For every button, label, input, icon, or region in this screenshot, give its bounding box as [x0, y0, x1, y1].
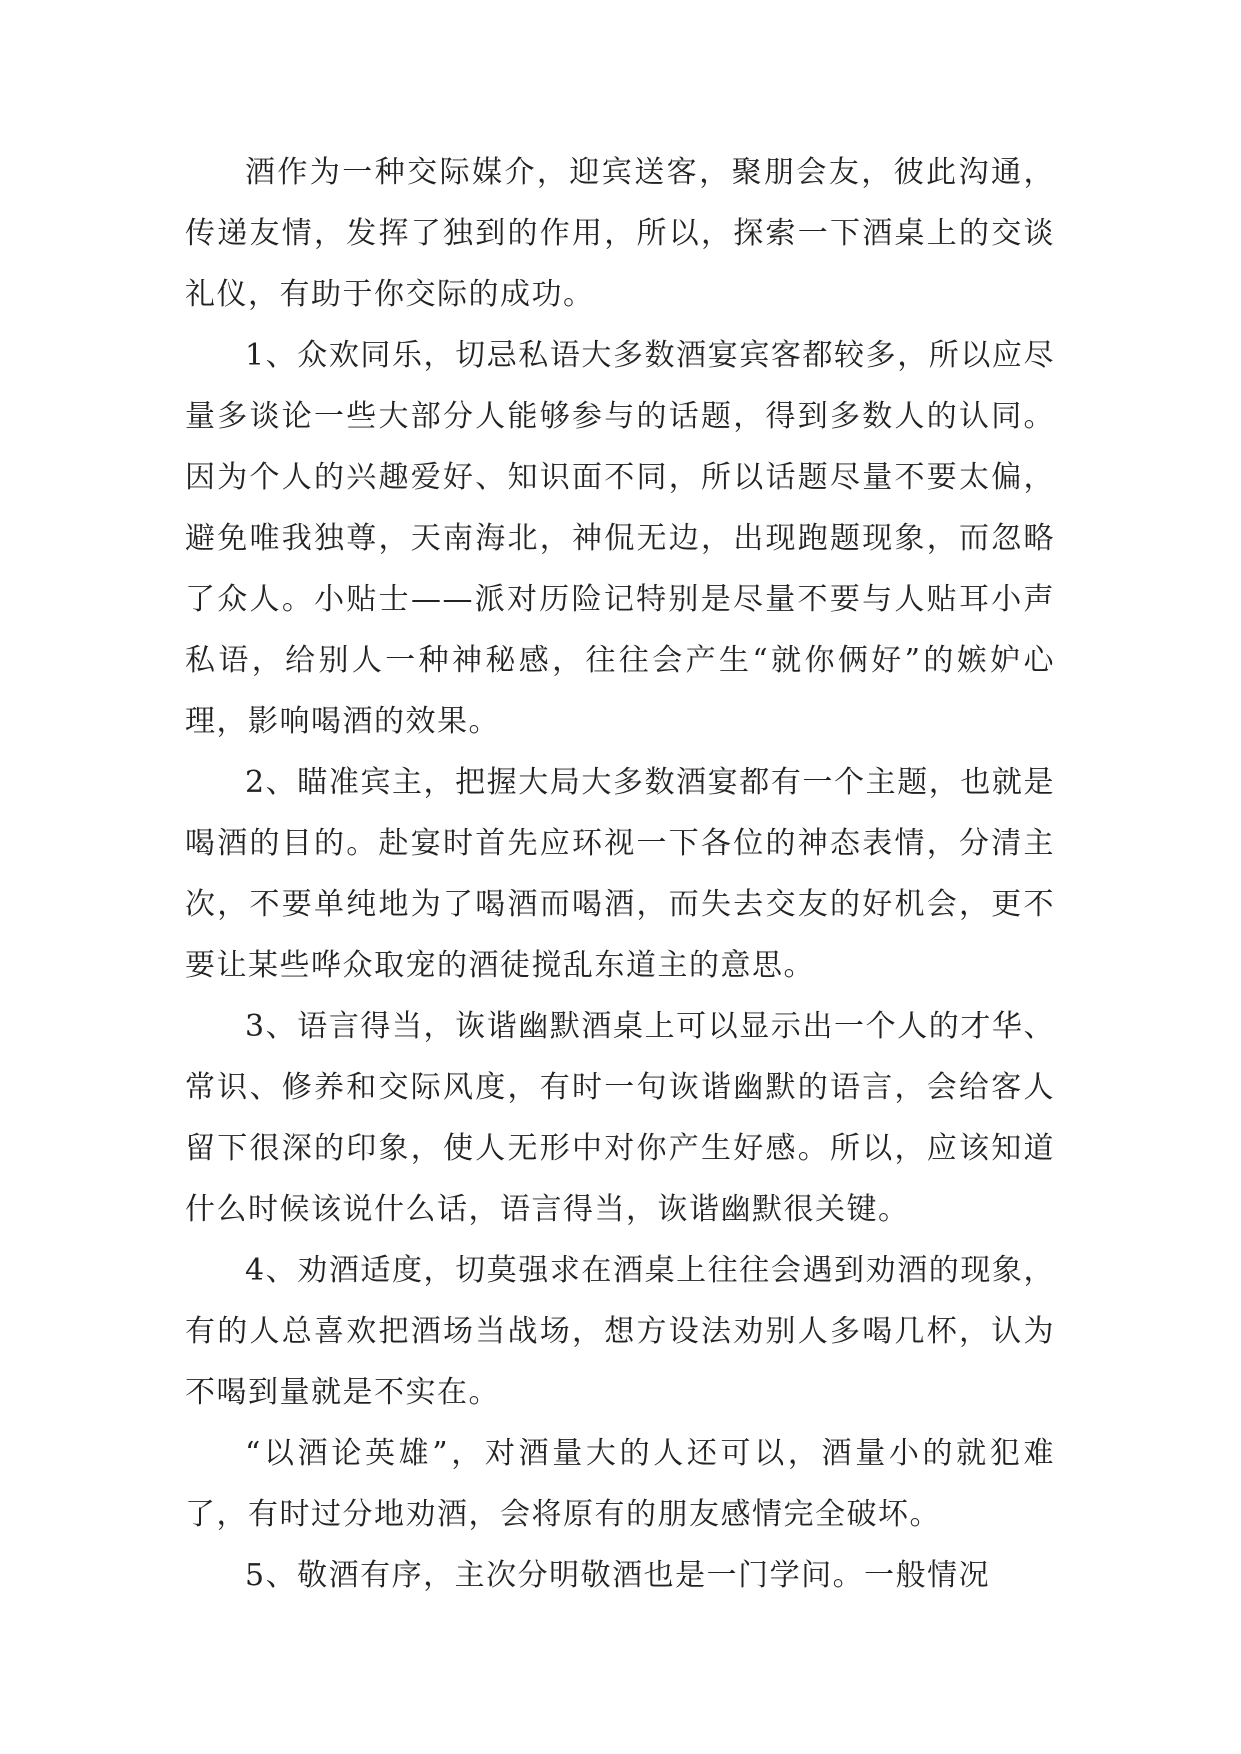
paragraph-intro: 酒作为一种交际媒介，迎宾送客，聚朋会友，彼此沟通，传递友情，发挥了独到的作用，所以，探索一下酒桌上的交谈礼仪，有助于你交际的成功。: [185, 155, 1055, 312]
document-body: [185, 142, 1055, 1606]
paragraph-point-3: 3、语言得当，诙谐幽默酒桌上可以显示出一个人的才华、常识、修养和交际风度，有时一句诙谐幽默的语言，会给客人留下很深的印象，使人无形中对你产生好感。所以，应该知道什么时候该说什么话，语言得当，诙谐幽默很关键。: [185, 1009, 1055, 1227]
paragraph-point-4-continued: “以酒论英雄”，对酒量大的人还可以，酒量小的就犯难了，有时过分地劝酒，会将原有的朋友感情完全破坏。: [185, 1436, 1055, 1532]
paragraph-point-4: 4、劝酒适度，切莫强求在酒桌上往往会遇到劝酒的现象，有的人总喜欢把酒场当战场，想方设法劝别人多喝几杯，认为不喝到量就是不实在。: [185, 1253, 1055, 1410]
paragraph-point-2: 2、瞄准宾主，把握大局大多数酒宴都有一个主题，也就是喝酒的目的。赴宴时首先应环视一下各位的神态表情，分清主次，不要单纯地为了喝酒而喝酒，而失去交友的好机会，更不要让某些哗众取宠的酒徒搅乱东道主的意思。: [185, 765, 1055, 983]
paragraph-point-5: 5、敬酒有序，主次分明敬酒也是一门学问。一般情况: [245, 1558, 991, 1593]
paragraph-point-1: 1、众欢同乐，切忌私语大多数酒宴宾客都较多，所以应尽量多谈论一些大部分人能够参与的话题，得到多数人的认同。因为个人的兴趣爱好、知识面不同，所以话题尽量不要太偏，避免唯我独尊，天南海北，神侃无边，出现跑题现象，而忽略了众人。小贴士——派对历险记特别是尽量不要与人贴耳小声私语，给别人一种神秘感，往往会产生“就你俩好”的嫉妒心理，影响喝酒的效果。: [185, 338, 1055, 739]
